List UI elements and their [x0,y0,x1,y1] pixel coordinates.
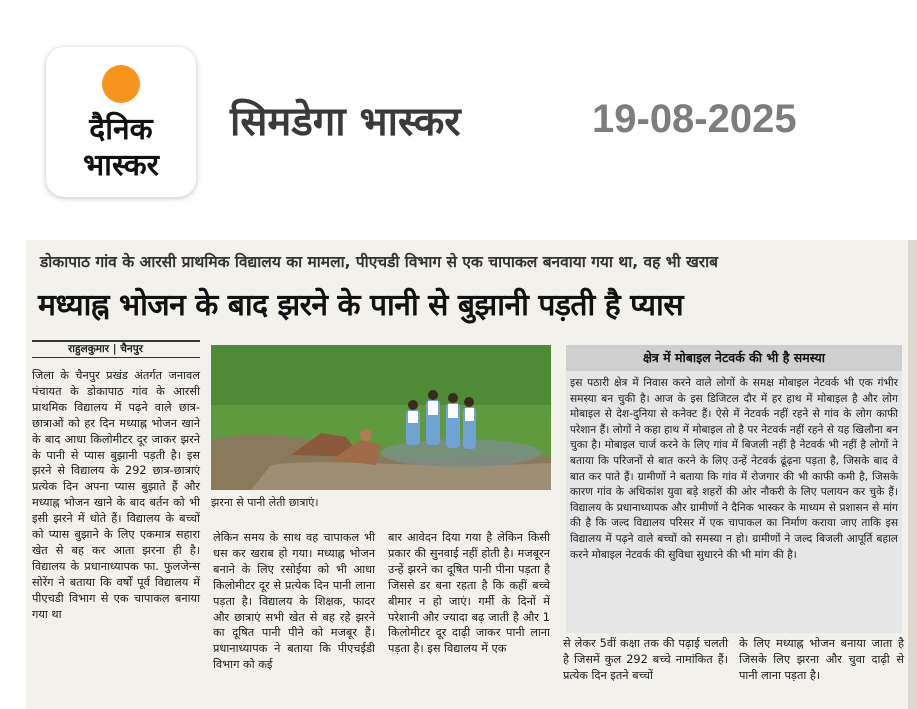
article-photo [211,345,551,490]
byline-rule-bottom [32,357,200,358]
logo-text-line2: भास्कर [83,148,159,183]
photo-illustration [211,345,551,490]
article-headline: मध्याह्न भोजन के बाद झरने के पानी से बुझानी पड़ती है प्यास [38,288,684,323]
edition-title: सिमडेगा भास्कर [230,99,461,145]
photo-caption: झरना से पानी लेती छात्राएं। [211,496,319,509]
logo-text-line1: दैनिक [89,112,153,147]
article-column-4: से लेकर 5वीं कक्षा तक की पढ़ाई चलती है जिसमें कुल 292 बच्चे नामांकित हैं। प्रत्येक दिन इतने बच्चों [563,637,728,682]
article-column-1: जिला के चैनपुर प्रखंड अंतर्गत जनावल पंचायत के डोकापाठ गांव के आरसी प्राथमिक विद्यालय में पढ़ने वाले छात्र-छात्राओं को हर दिन मध्याह्न भोजन खाने के बाद आधा किलोमीटर दूर जाकर झरने के पानी से प्यास बुझानी पड़ती है। इस झरने से विद्यालय के 292 छात्र-छात्राएं प्रत्येक दिन अपना प्यास बुझाते हैं और मध्याह्न भोजन खाने के बाद बर्तन को भी इसी झरने में धोते हैं। विद्यालय के बच्चों को प्यास बुझाने के लिए एकमात्र सहारा खेत से बह कर आता झरना ही है। विद्यालय के प्रधानाध्यापक फा. फुलजेन्स सोरेंग ने बताया कि वर्षों पूर्व विद्यालय में पीएचडी विभाग से एक चापाकल बनाया गया था [32,369,200,621]
sun-icon [102,65,140,103]
article-column-5: के लिए मध्याह्न भोजन बनाया जाता है जिसके लिए झरना और चुवा दाढ़ी से पानी लाना पड़ता है। [739,637,904,682]
article-byline: राहुलकुमार | चैनपुर [68,343,143,355]
adjacent-column-edge [908,240,917,709]
sidebar-title: क्षेत्र में मोबाइल नेटवर्क की भी है समस्या [566,345,902,371]
dainik-bhaskar-logo [46,47,196,197]
article-column-3: बार आवेदन दिया गया है लेकिन किसी प्रकार की सुनवाई नहीं होती है। मजबूरन उन्हें झरने का दूषित पानी पीना पड़ता है जिससे डर बना रहता है कि कहीं बच्चे बीमार न हो जाएं। गर्मी के दिनों में परेशानी और ज्यादा बढ़ जाती है और 1 किलोमीटर दूर दाढ़ी जाकर पानी लाना पड़ता है। इस विद्यालय में एक [388,531,550,656]
article-column-2: लेकिन समय के साथ वह चापाकल भी धस कर खराब हो गया। मध्याह्न भोजन बनाने के लिए रसोईया को भी आधा किलोमीटर दूर से प्रत्येक दिन पानी लाना पड़ता है। विद्यालय के शिक्षक, फादर और छात्राएं सभी खेत से बह रहे झरने का दूषित पानी पीने को मजबूर हैं। प्रधानाध्यापक ने बताया कि पीएचईडी विभाग को कई [213,531,375,672]
edition-date: 19-08-2025 [592,97,797,141]
sidebar-body: इस पठारी क्षेत्र में निवास करने वाले लोगों के समक्ष मोबाइल नेटवर्क भी एक गंभीर समस्या बन चुकी है। आज के इस डिजिटल दौर में हर हाथ में मोबाइल है और लोग मोबाइल से देश-दुनिया से कनेक्ट हैं। ऐसे में नेटवर्क नहीं रहने से गांव के लोग काफी परेशान हैं। लोगों ने कहा हाथ में मोबाइल तो है पर नेटवर्क नहीं रहने से यह खिलौना बन चुका है। मोबाइल चार्ज करने के लिए गांव में बिजली नहीं है नेटवर्क भी नहीं है लोगों ने बताया कि परिजनों से बात करने के लिए उन्हें नेटवर्क ढूंढ़ना पड़ता है, जिसके बाद वे बात कर पाते हैं। ग्रामीणों ने बताया कि गांव में रोजगार की भी काफी कमी है, जिसके कारण गांव के अधिकांश युवा बड़े शहरों की ओर नौकरी के लिए पलायन कर चुके हैं। विद्यालय के प्रधानाध्यापक और ग्रामीणों ने दैनिक भास्कर के माध्यम से प्रशासन से मांग की है कि जल्द विद्यालय परिसर में एक चापाकल का निर्माण कराया जाए ताकि इस विद्यालय में पढ़ने वाले बच्चों को समस्या न हो। ग्रामीणों ने जल्द बिजली आपूर्ति बहाल करने मोबाइल नेटवर्क की सुविधा सुधारने की भी मांग की है। [570,377,898,561]
article-kicker: डोकापाठ गांव के आरसी प्राथमिक विद्यालय का मामला, पीएचडी विभाग से एक चापाकल बनवाया गया था, वह भी खराब [40,253,718,271]
